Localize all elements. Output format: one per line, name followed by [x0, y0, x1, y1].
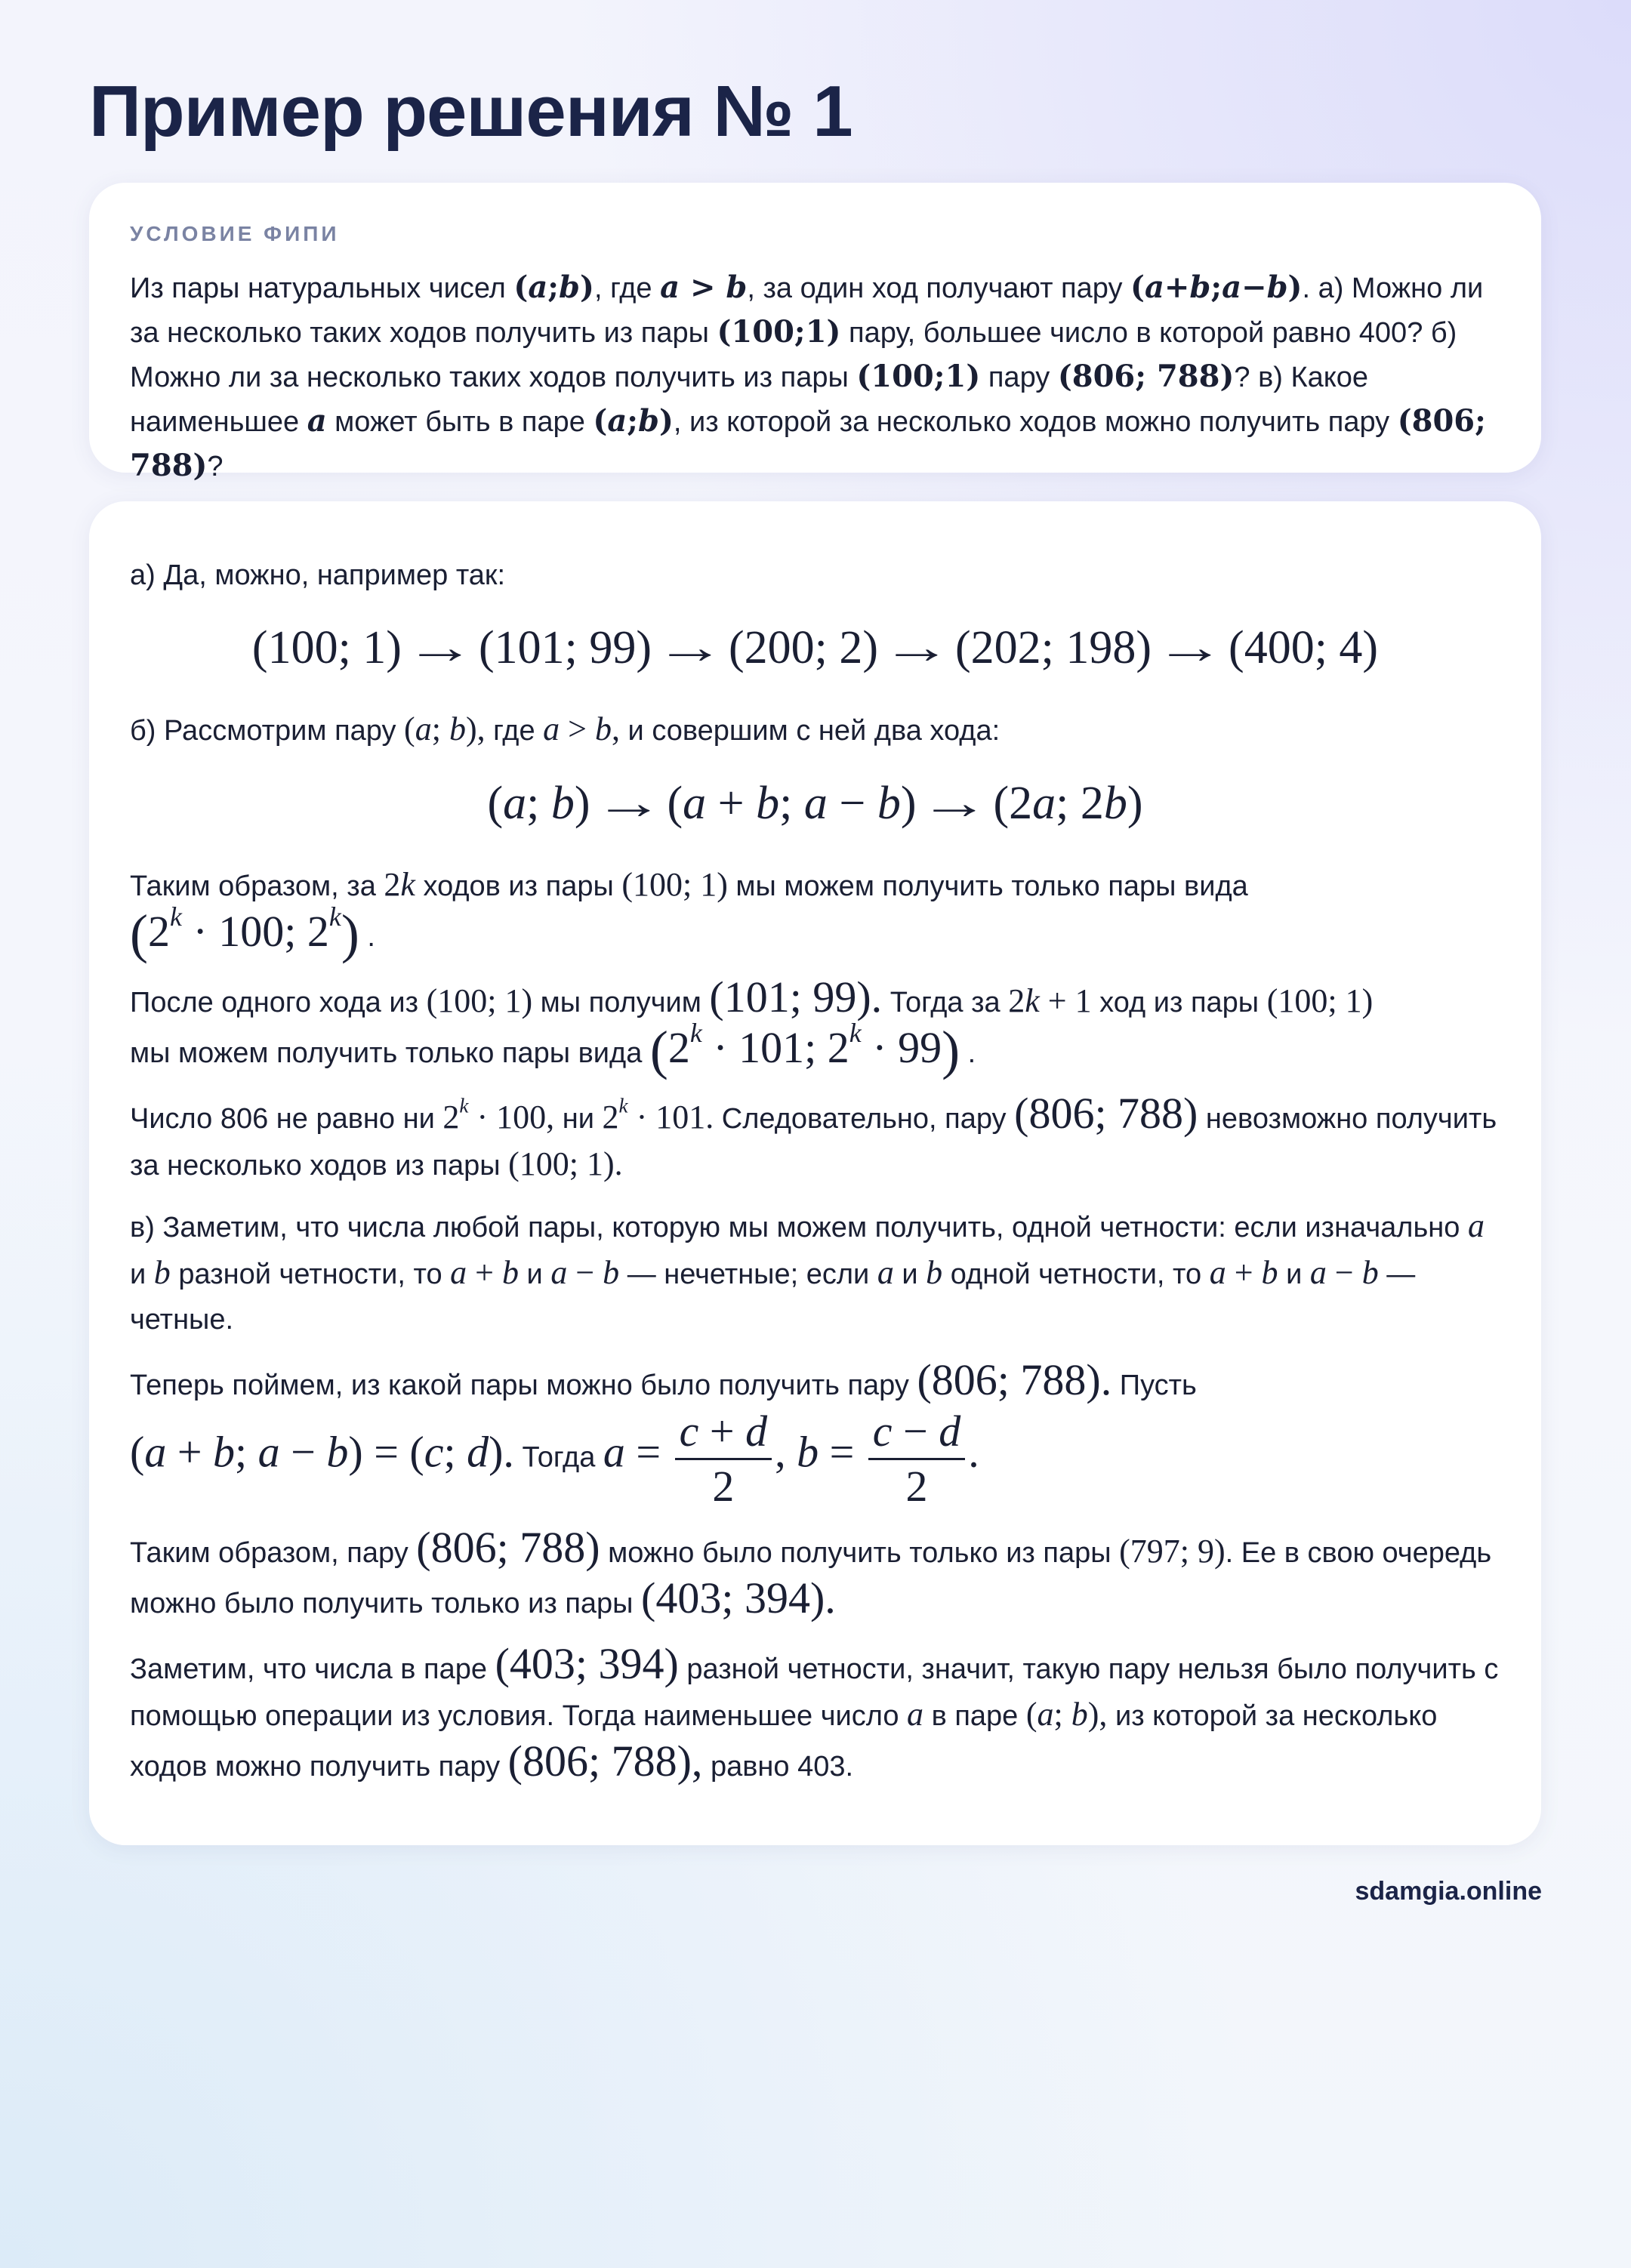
solution-paragraph: После одного хода из (100; 1) мы получим (101; 99). Тогда за 2k + 1 ход из пары (100; 1) мы можем получить только пары вида ($2^k \cdot 101$; $2^k \cdot 99$) . [130, 972, 1374, 1080]
formula: (806; 788) [1057, 359, 1235, 394]
formula: (a+b;a−b) [1130, 270, 1303, 305]
formula: (100;1) [856, 359, 981, 394]
fraction: $\frac{c - d}{2}$ [868, 1408, 965, 1510]
solution-paragraph: Число 806 не равно ни $2^k \cdot 100$, ни $2^k \cdot 101$. Следовательно, пару (806; 788) невозможно получить за несколько ходов из пары (100; 1). [130, 1089, 1497, 1182]
site-footer: sdamgia.online [1355, 1877, 1542, 1906]
display-formula-b: (a; b)→(a + b; a − b)→(2a; 2b) [487, 778, 1143, 829]
formula: a [307, 403, 327, 439]
condition-card [89, 183, 1541, 483]
condition-label: УСЛОВИЕ ФИПИ [130, 222, 340, 245]
formula: (a;b) [513, 270, 594, 305]
page-title: Пример решения № 1 [89, 71, 852, 152]
formula: (a;b) [593, 403, 674, 439]
solution-paragraph: Теперь поймем, из какой пары можно было получить пару (806; 788). Пусть (a + b; a − b) = (c; d). Тогда a = $\frac{c + d}{2}$ , b = $\frac{c - d}{2}$ . [130, 1355, 1197, 1511]
display-formula-a: (100; 1)→(101; 99)→(200; 2)→(202; 198)→(400; 4) [251, 622, 1379, 673]
solution-paragraph: Таким образом, пару (806; 788) можно было получить только из пары (797; 9). Ее в свою очередь можно было получить только из пары (403; 394). [130, 1523, 1492, 1622]
solution-part-v: в) Заметим, что числа любой пары, которую мы можем получить, одной четности: если изначально a и b разной четности, то a + b и a − b — нечетные; если a и b одной четности, то a + b и a − b — четные. [130, 1207, 1485, 1336]
solution-paragraph: Таким образом, за 2k ходов из пары (100; 1) мы можем получить только пары вида ($2^k \cdot 100$; 2$^k$) . [130, 866, 1248, 964]
solution-part-b: б) Рассмотрим пару (a; b), где a > b, и совершим с ней два хода: [130, 710, 1000, 747]
formula: (806; 788) [130, 403, 1486, 483]
fraction: $\frac{c + d}{2}$ [675, 1408, 772, 1510]
solution-card [89, 501, 1541, 1845]
solution-paragraph: Заметим, что числа в паре (403; 394) разной четности, значит, такую пару нельзя было получить с помощью операции из условия. Тогда наименьшее число a в паре (a; b), из которой за несколько ходов можно получить пару (806; 788), равно 403. [130, 1639, 1499, 1786]
solution-part-a: а) Да, можно, например так: [130, 559, 506, 591]
condition-text: Из пары натуральных чисел (a;b), где a > b, за один ход получают пару (a+b;a−b). а) Можно ли за несколько таких ходов получить из пары (100;1) пару, большее число в которой равно 400? б) Можно ли за несколько таких ходов получить из пары (100;1) пару (806; 788)? в) Какое наименьшее a может быть в паре (a;b), из которой за несколько ходов можно получить пару (806; 788)? [130, 270, 1486, 483]
formula: a > b [660, 270, 748, 305]
formula: (100;1) [717, 314, 841, 350]
